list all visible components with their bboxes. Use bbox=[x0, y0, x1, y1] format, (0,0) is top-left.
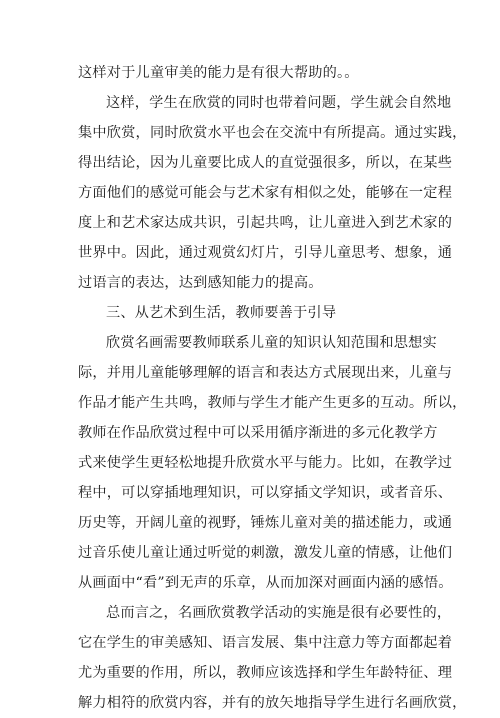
text-line: 世界中。因此，通过观赏幻灯片，引导儿童思考、想象，通 bbox=[78, 245, 453, 261]
text-line: 过语言的表达，达到感知能力的提高。 bbox=[78, 275, 323, 291]
text-line: 这样，学生在欣赏的同时也带着问题，学生就会自然地 bbox=[106, 95, 452, 111]
text-line: 尤为重要的作用，所以，教师应该选择和学生年龄特征、理 bbox=[78, 665, 453, 681]
text-line: 集中欣赏，同时欣赏水平也会在交流中有所提高。通过实践， bbox=[78, 125, 467, 141]
text-line: 方面他们的感觉可能会与艺术家有相似之处，能够在一定程 bbox=[78, 185, 453, 201]
text-line: 历史等，开阔儿童的视野，锤炼儿童对美的描述能力，或通 bbox=[78, 515, 453, 531]
text-line: 解力相符的欣赏内容，并有的放矢地指导学生进行名画欣赏， bbox=[78, 695, 467, 711]
text-line: 度上和艺术家达成共识，引起共鸣，让儿童进入到艺术家的 bbox=[78, 215, 453, 231]
text-line: 它在学生的审美感知、语言发展、集中注意力等方面都起着 bbox=[78, 635, 453, 651]
text-line: 总而言之，名画欣赏教学活动的实施是很有必要性的， bbox=[106, 605, 452, 621]
text-line: 欣赏名画需要教师联系儿童的知识认知范围和思想实 bbox=[106, 335, 437, 351]
text-line: 际，并用儿童能够理解的语言和表达方式展现出来，儿童与 bbox=[78, 365, 453, 381]
text-line: 得出结论，因为儿童要比成人的直觉强很多，所以，在某些 bbox=[78, 155, 453, 171]
text-line: 过音乐使儿童让通过听觉的刺激，激发儿童的情感，让他们 bbox=[78, 545, 453, 561]
text-line: 作品才能产生共鸣，教师与学生才能产生更多的互动。所以， bbox=[78, 395, 467, 411]
text-line: 从画面中“看”到无声的乐章，从而加深对画面内涵的感悟。 bbox=[78, 575, 453, 591]
text-line: 程中，可以穿插地理知识，可以穿插文学知识，或者音乐、 bbox=[78, 485, 453, 501]
text-line: 式来使学生更轻松地提升欣赏水平与能力。比如，在教学过 bbox=[78, 455, 453, 471]
section-heading: 三、从艺术到生活，教师要善于引导 bbox=[106, 305, 337, 321]
text-line: 教师在作品欣赏过程中可以采用循序渐进的多元化教学方 bbox=[78, 425, 438, 441]
text-line: 这样对于儿童审美的能力是有很大帮助的。。 bbox=[78, 65, 359, 81]
